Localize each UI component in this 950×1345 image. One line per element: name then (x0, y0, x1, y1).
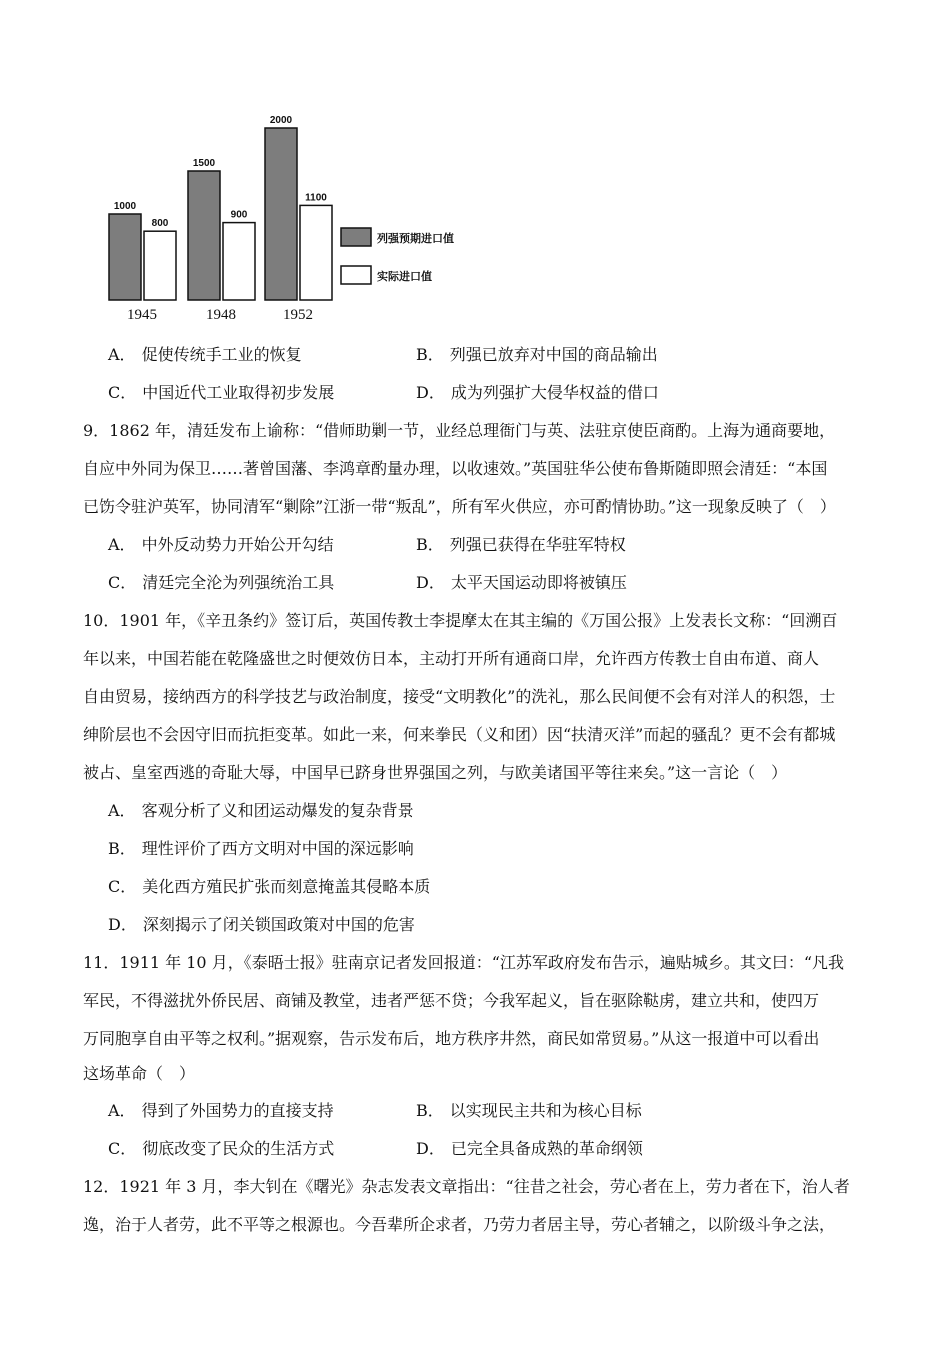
q10-stem-line: 绅阶层也不会因守旧而抗拒变革。如此一来，何来拳民（义和团）因“扶清灭洋”而起的骚乱？更不会有都城 (83, 725, 836, 744)
q10-stem-line: 被占、皇室西逃的奇耻大辱，中国早已跻身世界强国之列，与欧美诸国平等往来矣。”这一言论（ ） (83, 763, 788, 782)
q9-stem-line: 9．1862 年，清廷发布上谕称：“借师助剿一节，业经总理衙门与英、法驻京使臣商酌。上海为通商要地， (83, 421, 836, 440)
actual-import-bar (223, 223, 255, 300)
option-letter: D． (108, 915, 137, 934)
option-text: 太平天国运动即将被镇压 (450, 573, 627, 592)
q10-stem-line: 10．1901 年，《辛丑条约》签订后，英国传教士李提摩太在其主编的《万国公报》上发表长文称：“回溯百 (83, 611, 838, 630)
q10-option-b[interactable] (108, 839, 414, 859)
q11-stem-line: 万同胞享自由平等之权利。”据观察，告示发布后，地方秩序井然，商民如常贸易。”从这一报道中可以看出 (83, 1029, 820, 1048)
option-letter: D． (416, 383, 445, 402)
option-letter: C． (108, 383, 137, 402)
q11-stem-line: 军民，不得滋扰外侨民居、商铺及教堂，违者严惩不贷；今我军起义，旨在驱除鞑虏，建立共和，使四万 (83, 991, 820, 1010)
option-letter: C． (108, 1139, 137, 1158)
actual-import-bar (144, 231, 176, 300)
option-letter: A． (108, 1101, 136, 1120)
expected-import-bar (265, 128, 297, 300)
option-text: 中国近代工业取得初步发展 (142, 383, 335, 402)
bar-value-label: 1000 (113, 201, 137, 212)
option-letter: A． (108, 345, 136, 364)
q9-stem-line: 自应中外同为保卫……著曾国藩、李鸿章酌量办理，以收速效。”英国驻华公使布鲁斯随即照会清廷：“本国 (83, 459, 828, 478)
q12-stem-line: 逸，治于人者劳，此不平等之根源也。今吾辈所企求者，乃劳力者居主导，劳心者辅之，以阶级斗争之法， (83, 1215, 836, 1234)
option-text: 已完全具备成熟的革命纲领 (450, 1139, 643, 1158)
q11-option-b[interactable] (416, 1101, 642, 1121)
q11-option-d[interactable] (416, 1139, 643, 1159)
legend-swatch-expected (341, 228, 371, 246)
q9-stem-line: 已饬令驻沪英军，协同清军“剿除”江浙一带“叛乱”，所有军火供应，亦可酌情协助。”这一现象反映了（ ） (83, 497, 836, 516)
q9-option-b[interactable] (416, 535, 626, 555)
option-text: 得到了外国势力的直接支持 (141, 1101, 334, 1120)
option-text: 促使传统手工业的恢复 (141, 345, 302, 364)
actual-import-bar (300, 205, 332, 300)
option-letter: A． (108, 535, 136, 554)
q8-option-b[interactable] (416, 345, 658, 365)
x-tick-label: 1952 (283, 307, 313, 323)
option-letter: C． (108, 877, 137, 896)
option-letter: D． (416, 1139, 445, 1158)
bar-value-label: 800 (151, 218, 169, 230)
q8-option-c[interactable] (108, 383, 334, 403)
x-tick-label: 1948 (206, 307, 236, 323)
legend-swatch-actual (341, 266, 371, 284)
q9-option-a[interactable] (108, 535, 334, 555)
x-tick-label: 1945 (127, 307, 157, 323)
option-text: 列强已获得在华驻军特权 (449, 535, 626, 554)
import-value-bar-chart (95, 110, 475, 325)
option-letter: B． (416, 1101, 444, 1120)
bar-value-label: 1100 (305, 192, 327, 204)
option-text: 客观分析了义和团运动爆发的复杂背景 (141, 801, 414, 820)
q10-option-a[interactable] (108, 801, 414, 821)
option-letter: B． (416, 535, 444, 554)
q11-option-a[interactable] (108, 1101, 334, 1121)
q9-option-c[interactable] (108, 573, 334, 593)
q8-option-a[interactable] (108, 345, 302, 365)
option-text: 理性评价了西方文明对中国的深远影响 (141, 839, 414, 858)
option-text: 清廷完全沦为列强统治工具 (142, 573, 335, 592)
q10-stem-line: 自由贸易，接纳西方的科学技艺与政治制度，接受“文明教化”的洗礼，那么民间便不会有对洋人的积怨，士 (83, 687, 836, 706)
option-text: 彻底改变了民众的生活方式 (142, 1139, 335, 1158)
q12-stem-line: 12．1921 年 3 月，李大钊在《曙光》杂志发表文章指出：“往昔之社会，劳心者在上，劳力者在下，治人者 (83, 1177, 850, 1196)
expected-import-bar (109, 214, 141, 300)
legend-label: 列强预期进口值 (377, 232, 454, 245)
q11-stem-line: 这场革命（ ） (83, 1064, 196, 1083)
bar-value-label: 1500 (192, 158, 216, 169)
q8-option-d[interactable] (416, 383, 659, 403)
option-letter: B． (416, 345, 444, 364)
option-text: 中外反动势力开始公开勾结 (141, 535, 334, 554)
q11-option-c[interactable] (108, 1139, 334, 1159)
q10-stem-line: 年以来，中国若能在乾隆盛世之时便效仿日本，主动打开所有通商口岸，允许西方传教士自由布道、商人 (83, 649, 820, 668)
bar-value-label: 2000 (269, 115, 293, 126)
option-letter: B． (108, 839, 136, 858)
option-text: 美化西方殖民扩张而刻意掩盖其侵略本质 (142, 877, 431, 896)
legend-label: 实际进口值 (377, 270, 432, 283)
option-letter: A． (108, 801, 136, 820)
option-text: 以实现民主共和为核心目标 (449, 1101, 642, 1120)
option-text: 列强已放弃对中国的商品输出 (449, 345, 658, 364)
expected-import-bar (188, 171, 220, 300)
q11-stem-line: 11．1911 年 10 月，《泰晤士报》驻南京记者发回报道：“江苏军政府发布告示，遍贴城乡。其文曰：“凡我 (83, 953, 845, 972)
bar-value-label: 900 (230, 209, 248, 221)
q9-option-d[interactable] (416, 573, 627, 593)
option-letter: C． (108, 573, 137, 592)
option-text: 成为列强扩大侵华权益的借口 (450, 383, 659, 402)
q10-option-d[interactable] (108, 915, 415, 935)
q10-option-c[interactable] (108, 877, 430, 897)
option-text: 深刻揭示了闭关锁国政策对中国的危害 (142, 915, 415, 934)
option-letter: D． (416, 573, 445, 592)
